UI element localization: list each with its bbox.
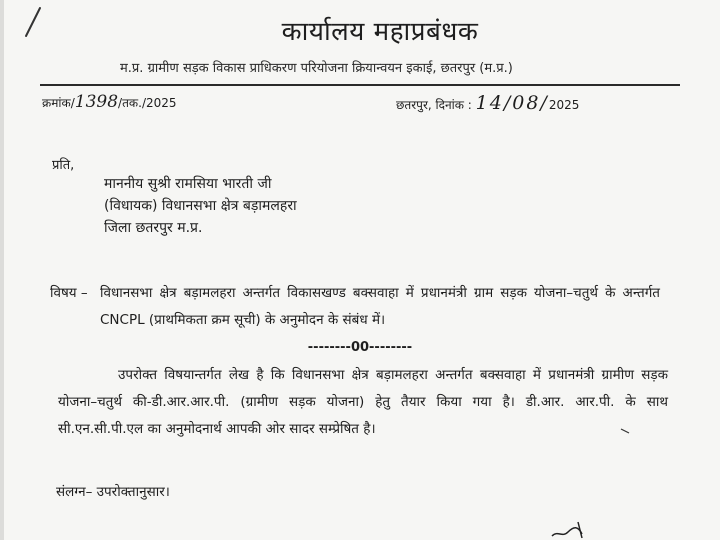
date-year: 2025 (548, 98, 580, 112)
reference-number: 1398 (74, 92, 119, 112)
recipient-to-label: प्रति, (52, 158, 75, 173)
subject-label: विषय – (50, 285, 88, 301)
date-value: 14/08/ (475, 92, 549, 114)
section-divider: --------00-------- (307, 340, 413, 355)
reference-line (42, 92, 177, 112)
date-label: छतरपुर, दिनांक : (396, 98, 472, 112)
date-line (396, 92, 579, 114)
pen-tick-mark (620, 428, 630, 434)
header-rule (40, 84, 680, 86)
recipient-line-3: जिला छतरपुर म.प्र. (104, 220, 203, 236)
office-subtitle: म.प्र. ग्रामीण सड़क विकास प्राधिकरण परियोजना क्रियान्वयन इकाई, छतरपुर (म.प्र.) (120, 61, 513, 76)
body-paragraph: उपरोक्त विषयान्तर्गत लेख है कि विधानसभा क्षेत्र बड़ामलहरा अन्तर्गत बक्सवाहा में प्रधानमंत्री ग्रामीण सड़क योजना–चतुर्थ की-डी.आर.आर.पी. (ग्रामीण सड़क योजना) हेतु तैयार किया गया है। डी.आर. आर.पी. के साथ सी.एन.सी.पी.एल का अनुमोदनार्थ आपकी ओर सादर सम्प्रेषित है। (58, 367, 668, 437)
reference-label: क्रमांक/ (42, 96, 75, 110)
subject-block (50, 280, 660, 334)
handwritten-signature (548, 518, 608, 540)
recipient-line-1: माननीय सुश्री रामसिया भारती जी (104, 176, 272, 192)
scan-edge (0, 0, 4, 540)
subject-text: विधानसभा क्षेत्र बड़ामलहरा अन्तर्गत विकासखण्ड बक्सवाहा में प्रधानमंत्री ग्राम सड़क योजना–चतुर्थ के अन्तर्गत CNCPL (प्राथमिकता क्रम सूची) के अनुमोदन के संबंध में। (100, 285, 660, 328)
office-title: कार्यालय महाप्रबंधक (281, 17, 479, 47)
reference-suffix: /तक./2025 (118, 96, 177, 110)
enclosure-note: संलग्न– उपरोक्तानुसार। (56, 484, 170, 500)
recipient-line-2: (विधायक) विधानसभा क्षेत्र बड़ामलहरा (104, 198, 297, 214)
